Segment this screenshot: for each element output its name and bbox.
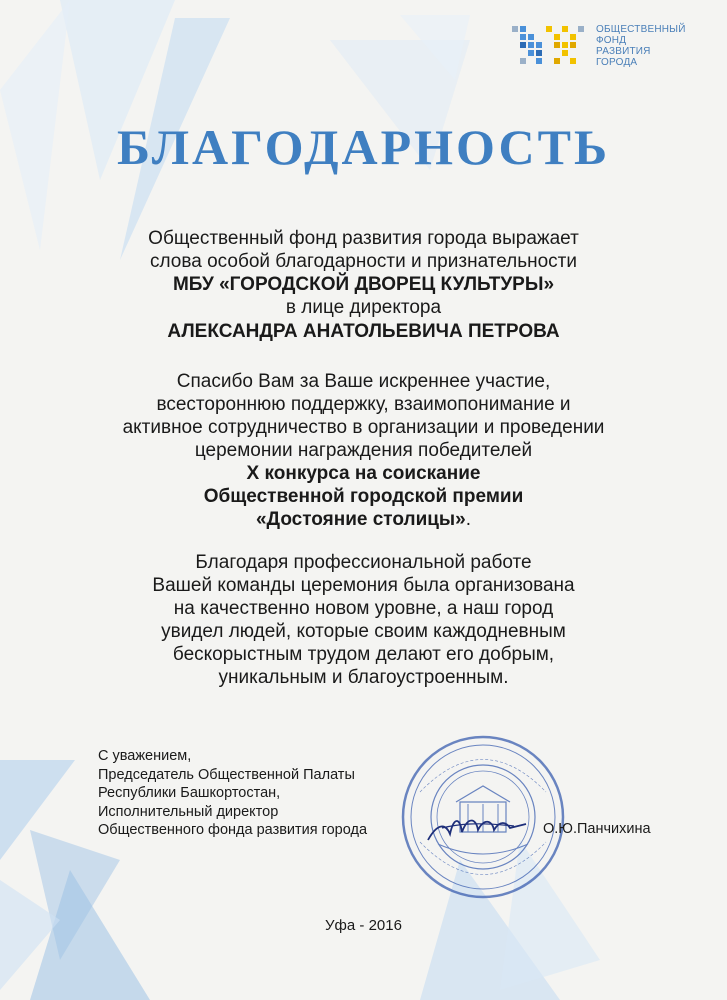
signature-line-5: Общественного фонда развития города: [98, 822, 368, 838]
fund-logo: [510, 22, 690, 77]
logo-line-3: РАЗВИТИЯ: [596, 46, 651, 57]
thanks-paragraph: [40, 370, 687, 531]
signature-line-1: С уважением,: [98, 748, 192, 764]
closing-line-3: на качественно новом уровне, а наш город: [173, 598, 554, 619]
organization-name: МБУ «ГОРОДСКОЙ ДВОРЕЦ КУЛЬТУРЫ»: [172, 274, 555, 295]
fund-logo-text: [596, 24, 686, 68]
closing-line-4: увидел людей, которые своим каждодневным: [161, 621, 566, 642]
closing-paragraph: [40, 551, 687, 689]
closing-line-6: уникальным и благоустроенным.: [218, 667, 509, 688]
thanks-line-4: церемонии награждения победителей: [194, 440, 533, 461]
intro-line-1: Общественный фонд развития города выражает: [148, 228, 579, 249]
closing-line-5: бескорыстным трудом делают его добрым,: [172, 644, 555, 665]
thanks-line-1: Спасибо Вам за Ваше искреннее участие,: [176, 371, 551, 392]
signature-line-2: Председатель Общественной Палаты: [98, 766, 355, 783]
signature-line-3: Республики Башкортостан,: [98, 785, 281, 801]
intro-paragraph: [40, 227, 687, 343]
logo-line-1: ОБЩЕСТВЕННЫЙ: [596, 24, 686, 35]
contest-line-1: X конкурса на соискание: [246, 463, 481, 484]
contest-line-3-wrap: [40, 508, 687, 531]
signature-line-4: Исполнительный директор: [98, 803, 279, 820]
logo-line-4: ГОРОДА: [596, 57, 638, 68]
certificate-title: БЛАГОДАРНОСТЬ: [116, 119, 611, 175]
signer-name: О.Ю.Панчихина: [543, 821, 651, 837]
contest-line-2: Общественной городской премии: [203, 486, 524, 507]
recipient-name: АЛЕКСАНДРА АНАТОЛЬЕВИЧА ПЕТРОВА: [167, 321, 560, 342]
logo-line-2: ФОНД: [596, 35, 627, 46]
closing-line-1: Благодаря профессиональной работе: [195, 552, 532, 573]
official-seal: [398, 732, 568, 902]
thanks-line-2: всестороннюю поддержку, взаимопонимание и: [156, 394, 571, 415]
closing-line-2: Вашей команды церемония была организована: [152, 575, 575, 596]
place-and-year: Уфа - 2016: [325, 917, 402, 934]
signature-block: [98, 747, 367, 840]
contest-line-3: «Достояние столицы»: [255, 509, 466, 530]
fund-logo-icon: [510, 22, 590, 70]
contest-line-3-end: .: [465, 509, 471, 530]
intro-line-2: слова особой благодарности и признательности: [150, 251, 577, 272]
thanks-line-3: активное сотрудничество в организации и проведении: [122, 417, 605, 438]
intro-line-4: в лице директора: [285, 297, 442, 318]
